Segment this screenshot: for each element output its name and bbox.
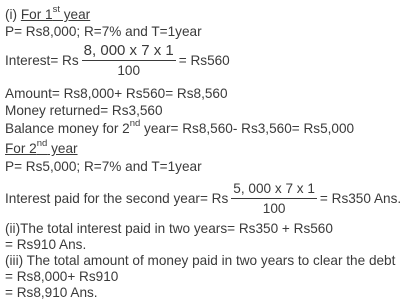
part2-given: P= Rs5,000; R=7% and T=1year — [5, 159, 202, 174]
part1-balance-sup: nd — [129, 118, 141, 130]
part2-heading — [5, 138, 78, 157]
part1-returned: Money returned= Rs3,560 — [5, 103, 163, 118]
part1-fraction-numerator: 8, 000 x 7 x 1 — [83, 42, 174, 59]
part1-amount: Amount= Rs8,000+ Rs560= Rs8,560 — [5, 86, 228, 101]
part2-fraction-denominator: 100 — [262, 201, 286, 216]
part1-heading-underlined — [20, 4, 91, 22]
part2-heading-sup: nd — [36, 138, 48, 150]
part1-fraction-denominator: 100 — [117, 63, 141, 78]
part1-given: P= Rs8,000; R=7% and T=1year — [5, 24, 202, 39]
part1-heading-prefix: (i) — [5, 7, 21, 22]
part2-interest-prefix: Interest paid for the second year= Rs — [5, 191, 229, 207]
part2-interest-fraction — [231, 180, 317, 217]
part1-balance — [5, 118, 355, 137]
part2-heading-text: For 2 — [5, 141, 37, 156]
part2-fraction-numerator: 5, 000 x 7 x 1 — [231, 180, 317, 199]
part3-line4: = Rs8,000+ Rs910 — [5, 269, 119, 284]
part1-interest-line — [5, 43, 230, 80]
part1-heading-suffix: year — [59, 7, 91, 22]
part3-line2: = Rs910 Ans. — [5, 237, 87, 252]
part3-line5: = Rs8,910 Ans. — [5, 285, 98, 300]
part3-line1: (ii)The total interest paid in two years= Rs350 + Rs560 — [5, 221, 333, 236]
part1-interest-result: = Rs560 — [178, 53, 230, 69]
part1-balance-suffix: year= Rs8,560- Rs3,560= Rs5,000 — [140, 121, 355, 136]
part1-interest-fraction — [82, 42, 176, 79]
part2-interest-line — [5, 181, 401, 218]
part1-balance-prefix: Balance money for 2 — [5, 121, 130, 136]
part1-heading — [5, 4, 91, 23]
part1-interest-prefix: Interest= Rs — [5, 53, 79, 69]
part2-heading-suffix: year — [47, 141, 78, 156]
part2-interest-result: = Rs350 Ans. — [319, 191, 402, 207]
part1-heading-sup: st — [52, 4, 60, 16]
part3-line3: (iii) The total amount of money paid in two years to clear the debt — [5, 253, 396, 268]
part1-heading-text: For 1 — [20, 7, 53, 22]
